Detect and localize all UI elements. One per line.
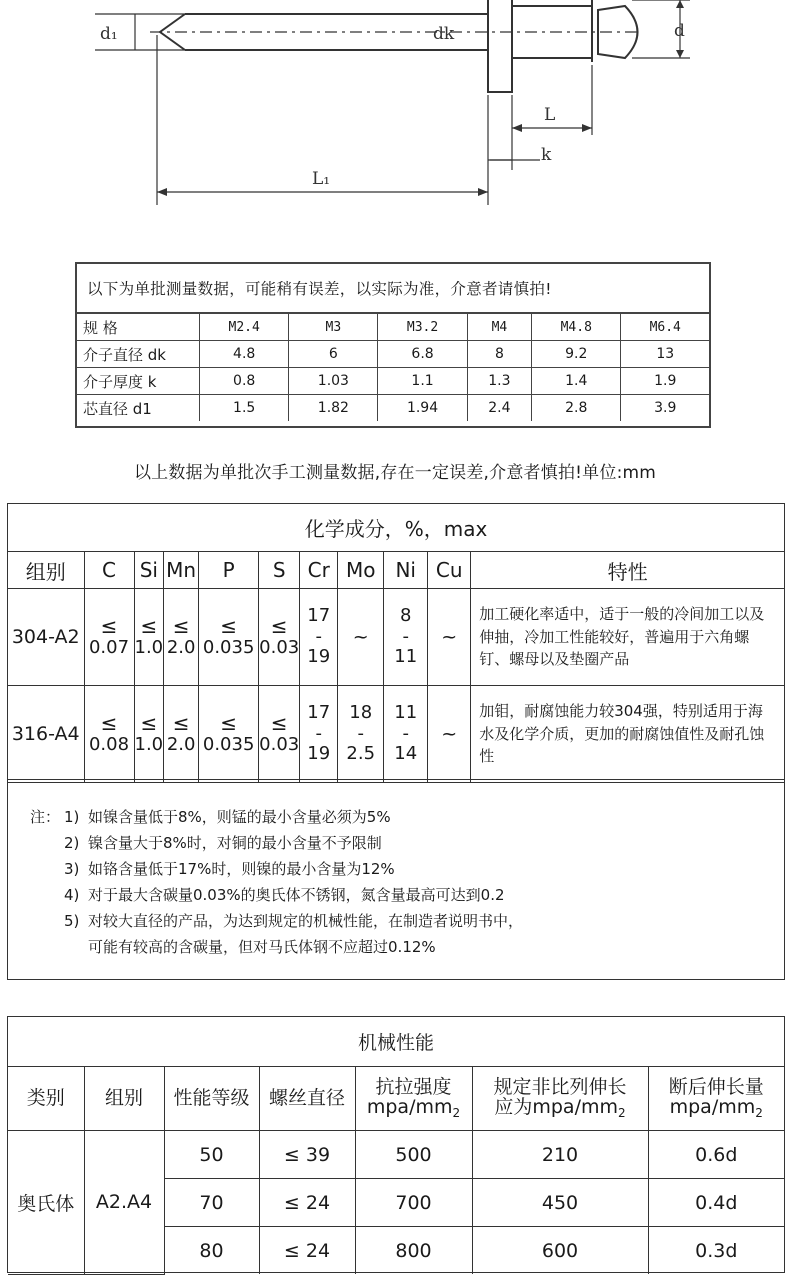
value-cell: 4.8 <box>200 341 289 368</box>
note-number: 3) <box>64 860 80 878</box>
chromium-cell: 17 - 19 <box>300 686 338 783</box>
chemical-composition-table <box>7 503 785 980</box>
spec-header: 规 格 <box>77 314 200 341</box>
table-row <box>8 504 784 552</box>
column-header: 断后伸长量 mpa/$mm_2$ <box>648 1067 784 1131</box>
note-text: 对较大直径的产品，为达到规定的机械性能，在制造者说明书中， <box>88 912 524 930</box>
note-text: 对于最大含碳量0.03%的奥氏体不锈钢，氮含量最高可达到0.2 <box>88 886 505 904</box>
value-cell: 1.4 <box>532 368 621 395</box>
property-cell: 加工硬化率适中，适于一般的冷间加工以及伸抽，冷加工性能较好，普遍用于六角螺钉、螺母以及垫圈产品 <box>471 589 784 686</box>
measurement-note: 以下为单批测量数据，可能稍有误差，以实际为准，介意者请慎拍! <box>77 264 709 314</box>
row-label: 芯直径 d1 <box>77 395 200 422</box>
column-header: P <box>199 552 259 589</box>
value-cell: 2.4 <box>467 395 531 422</box>
mechanical-grid <box>8 1017 784 1275</box>
column-header: Mn <box>164 552 199 589</box>
elongation-cell: 0.4d <box>648 1179 784 1227</box>
column-header: Si <box>134 552 164 589</box>
phosphorus-cell: ≤ 0.035 <box>199 589 259 686</box>
column-header: 性能等级 <box>164 1067 259 1131</box>
yield-cell: 210 <box>472 1131 648 1179</box>
copper-cell: ~ <box>428 589 471 686</box>
label-L1: L₁ <box>312 169 331 189</box>
column-header: 组别 <box>8 552 84 589</box>
chemical-title: 化学成分，%，max <box>8 504 784 552</box>
value-cell: 13 <box>621 341 709 368</box>
column-header: 组别 <box>84 1067 164 1131</box>
value-cell: 9.2 <box>532 341 621 368</box>
note-item <box>8 830 784 856</box>
size-cell: M3.2 <box>378 314 467 341</box>
value-cell: 1.82 <box>289 395 378 422</box>
label-dk: dk <box>433 24 455 44</box>
nickel-cell: 11 - 14 <box>384 686 428 783</box>
label-k: k <box>541 145 552 165</box>
elongation-cell: 0.6d <box>648 1131 784 1179</box>
tensile-cell: 800 <box>355 1227 472 1275</box>
copper-cell: ~ <box>428 686 471 783</box>
table-row <box>77 395 709 422</box>
table-row <box>8 1131 784 1179</box>
sulfur-cell: ≤ 0.03 <box>259 589 300 686</box>
note-text: 镍含量大于8%时，对铜的最小含量不予限制 <box>88 834 382 852</box>
nickel-cell: 8 - 11 <box>384 589 428 686</box>
size-cell: M4 <box>467 314 531 341</box>
value-cell: 1.03 <box>289 368 378 395</box>
yield-cell: 600 <box>472 1227 648 1275</box>
size-cell: M2.4 <box>200 314 289 341</box>
phosphorus-cell: ≤ 0.035 <box>199 686 259 783</box>
value-cell: 0.8 <box>200 368 289 395</box>
notes-label: 注： <box>29 808 60 826</box>
table-row <box>8 1067 784 1131</box>
value-cell: 2.8 <box>532 395 621 422</box>
table-row <box>77 314 709 341</box>
value-cell: 6 <box>289 341 378 368</box>
note-number: 4) <box>64 886 80 904</box>
column-header: 类别 <box>8 1067 84 1131</box>
grade-cell: 50 <box>164 1131 259 1179</box>
note-text: 如铬含量低于17%时，则镍的最小含量为12% <box>88 860 395 878</box>
silicon-cell: ≤ 1.0 <box>134 686 164 783</box>
table-row <box>8 1017 784 1067</box>
measurement-grid <box>77 314 709 421</box>
elongation-cell: 0.3d <box>648 1227 784 1275</box>
column-header: 规定非比列伸长 应为mpa/$mm_2$ <box>472 1067 648 1131</box>
note-number: 1) <box>64 808 80 826</box>
note-item <box>8 882 784 908</box>
group-cell: A2.A4 <box>84 1131 164 1275</box>
mechanical-title: 机械性能 <box>8 1017 784 1067</box>
table-row <box>8 589 784 686</box>
carbon-cell: ≤ 0.08 <box>84 686 134 783</box>
column-header: Cu <box>428 552 471 589</box>
size-cell: M4.8 <box>532 314 621 341</box>
column-header: 特性 <box>471 552 784 589</box>
value-cell: 1.5 <box>200 395 289 422</box>
carbon-cell: ≤ 0.07 <box>84 589 134 686</box>
value-cell: 3.9 <box>621 395 709 422</box>
column-header: 螺丝直径 <box>259 1067 355 1131</box>
row-label: 介子直径 dk <box>77 341 200 368</box>
column-header: Cr <box>300 552 338 589</box>
measurement-caption: 以上数据为单批次手工测量数据,存在一定误差,介意者慎拍!单位:mm <box>133 463 657 483</box>
size-cell: M6.4 <box>621 314 709 341</box>
measurement-table <box>75 262 711 428</box>
group-cell: 304-A2 <box>8 589 84 686</box>
value-cell: 1.3 <box>467 368 531 395</box>
table-row <box>8 686 784 783</box>
sulfur-cell: ≤ 0.03 <box>259 686 300 783</box>
manganese-cell: ≤ 2.0 <box>164 589 199 686</box>
label-d: d <box>674 21 685 41</box>
value-cell: 1.1 <box>378 368 467 395</box>
value-cell: 6.8 <box>378 341 467 368</box>
note-item <box>8 856 784 882</box>
column-header: Ni <box>384 552 428 589</box>
note-item <box>8 908 784 934</box>
silicon-cell: ≤ 1.0 <box>134 589 164 686</box>
mechanical-properties-table <box>7 1016 785 1273</box>
chemical-grid <box>8 504 784 783</box>
thread-dia-cell: ≤ 24 <box>259 1179 355 1227</box>
rivet-flange <box>488 0 512 92</box>
size-cell: M3 <box>289 314 378 341</box>
molybdenum-cell: ~ <box>338 589 384 686</box>
group-cell: 316-A4 <box>8 686 84 783</box>
note-text: 如镍含量低于8%，则锰的最小含量必须为5% <box>88 808 391 826</box>
column-header: S <box>259 552 300 589</box>
tensile-cell: 700 <box>355 1179 472 1227</box>
thread-dia-cell: ≤ 39 <box>259 1131 355 1179</box>
property-cell: 加钼，耐腐蚀能力较304强，特别适用于海水及化学介质，更加的耐腐蚀值性及耐孔蚀性 <box>471 686 784 783</box>
category-cell: 奥氏体 <box>8 1131 84 1275</box>
note-item <box>8 804 784 830</box>
value-cell: 1.94 <box>378 395 467 422</box>
note-continuation: 可能有较高的含碳量，但对马氏体钢不应超过0.12% <box>88 938 436 956</box>
manganese-cell: ≤ 2.0 <box>164 686 199 783</box>
column-header: Mo <box>338 552 384 589</box>
composition-notes <box>8 779 784 960</box>
rivet-dimension-diagram <box>0 0 790 245</box>
grade-cell: 80 <box>164 1227 259 1275</box>
chromium-cell: 17 - 19 <box>300 589 338 686</box>
column-header: C <box>84 552 134 589</box>
table-row <box>77 341 709 368</box>
note-number: 2) <box>64 834 80 852</box>
label-L: L <box>544 105 556 125</box>
table-row <box>8 552 784 589</box>
note-number: 5) <box>64 912 80 930</box>
thread-dia-cell: ≤ 24 <box>259 1227 355 1275</box>
column-header: 抗拉强度 mpa/$mm_2$ <box>355 1067 472 1131</box>
table-row <box>77 368 709 395</box>
row-label: 介子厚度 k <box>77 368 200 395</box>
grade-cell: 70 <box>164 1179 259 1227</box>
value-cell: 1.9 <box>621 368 709 395</box>
value-cell: 8 <box>467 341 531 368</box>
yield-cell: 450 <box>472 1179 648 1227</box>
tensile-cell: 500 <box>355 1131 472 1179</box>
label-d1: d₁ <box>100 24 118 44</box>
molybdenum-cell: 18 - 2.5 <box>338 686 384 783</box>
